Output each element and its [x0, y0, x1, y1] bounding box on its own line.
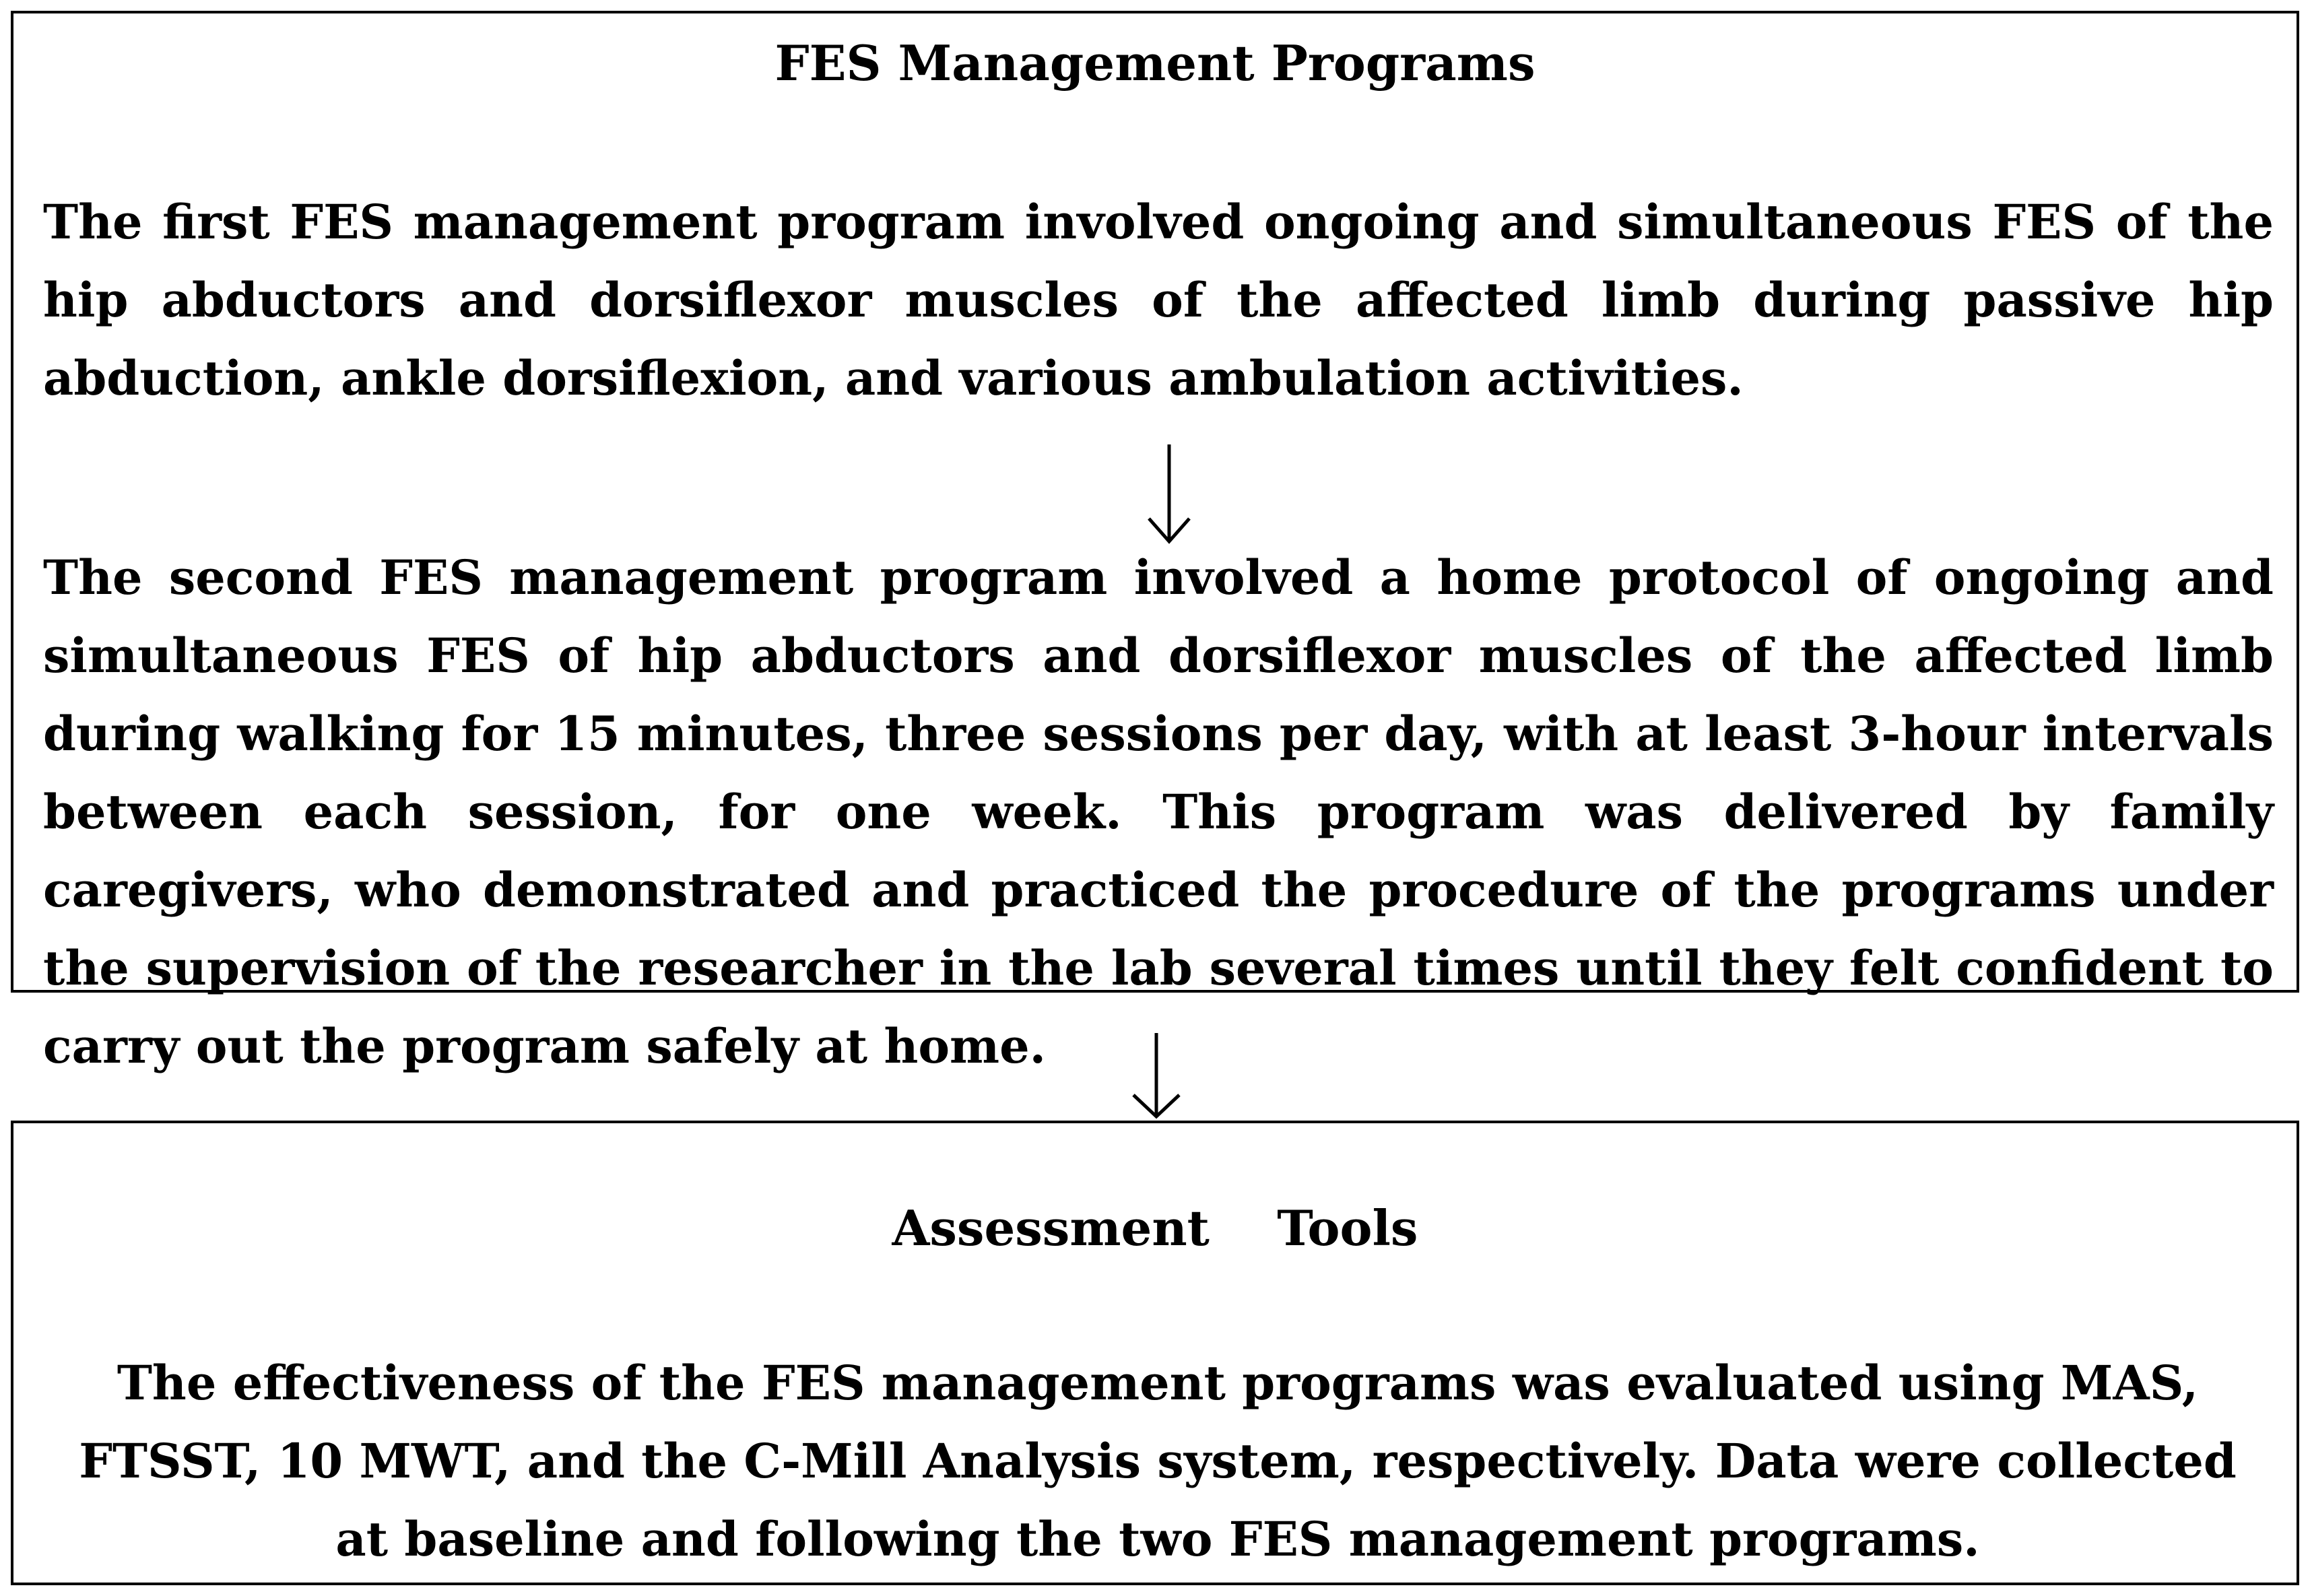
- down-arrow-icon: [1129, 1032, 1183, 1119]
- fes-programs-box: [11, 11, 2299, 1074]
- down-arrow-icon: [1146, 443, 1193, 544]
- tools-title: Assessment Tools: [892, 1199, 1418, 1257]
- tools-description: The effectiveness of the FES management programs was evaluated using MAS, FTSST, 10 MWT, and the C-Mill Analysis system, respectively. Data were collected at baseline and following the two FES management programs.: [79, 1355, 2237, 1567]
- programs-title: FES Management Programs: [774, 34, 1536, 92]
- assessment-tools-box: [11, 1121, 2299, 1585]
- second-program-text: The second FES management program involved a home protocol of ongoing and simultaneous FES of hip abductors and dorsiflexor muscles of the affected limb during walking for 15 minutes, three sessions per day, with at least 3-hour intervals between each session, for one week. This program was delivered by family caregivers, who demonstrated and practiced the procedure of the programs under the supervision of the researcher in the lab several times until they felt confident to carry out the program safely at home.: [43, 550, 2274, 1074]
- first-program-text: The first FES management program involved ongoing and simultaneous FES of the hip abductors and dorsiflexor muscles of the affected limb during passive hip abduction, ankle dorsiflexion, and various ambulation activities.: [43, 194, 2274, 406]
